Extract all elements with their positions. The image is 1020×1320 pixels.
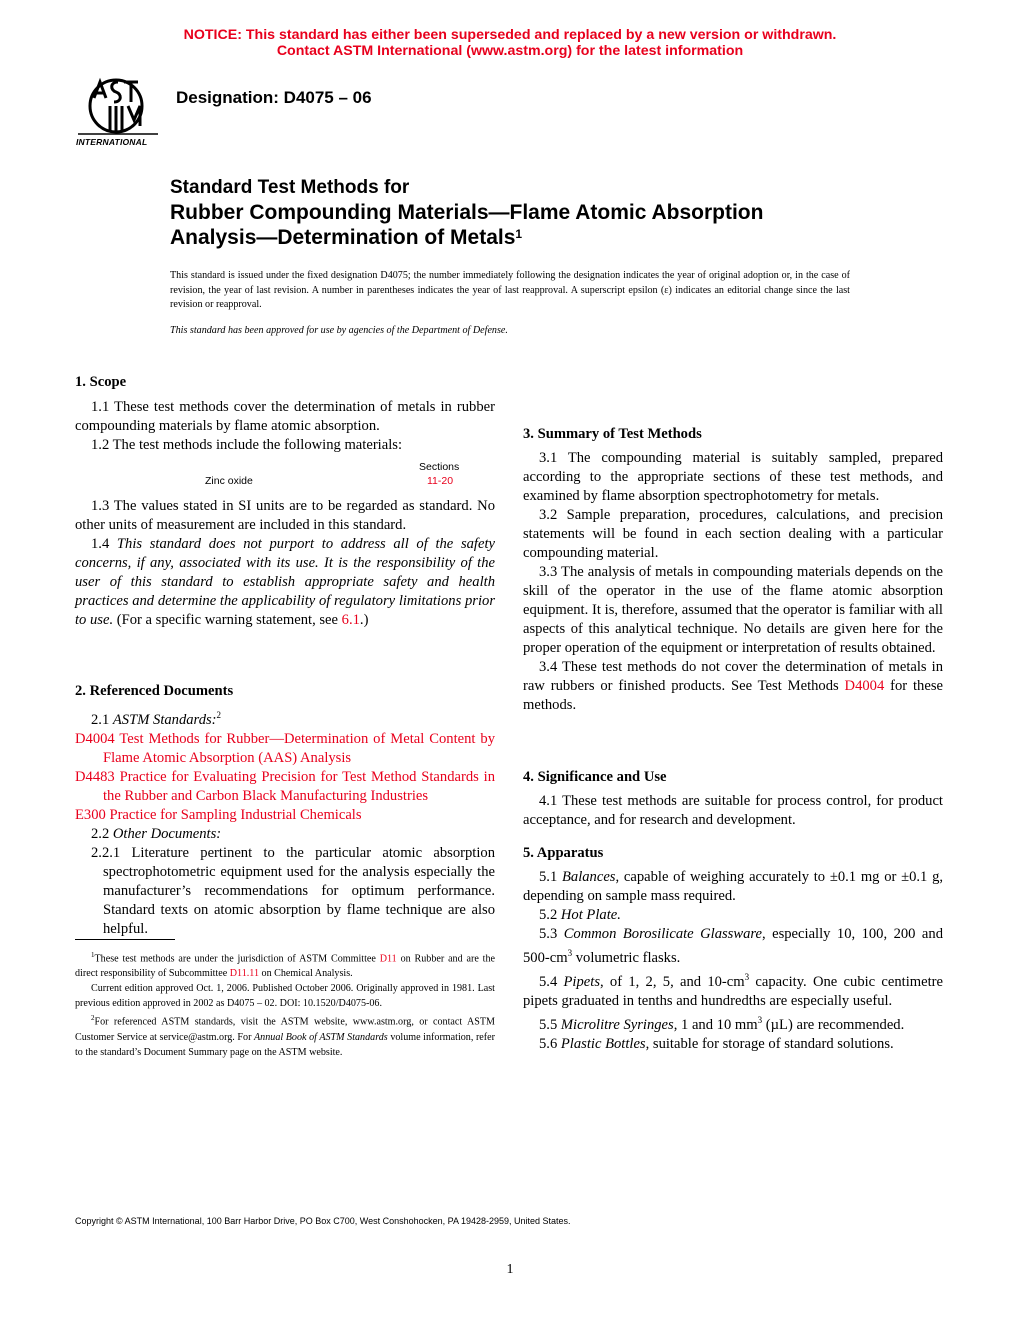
link-d11-11[interactable]: D11.11 [229, 968, 260, 980]
section-5-body [523, 868, 943, 1054]
section-3-heading: 3. Summary of Test Methods [523, 426, 702, 442]
title-line-3 [170, 225, 960, 250]
section-1-body-cont [75, 497, 495, 630]
table-material: Zinc oxide [205, 475, 253, 487]
para-2-2-num: 2.2 [91, 825, 113, 842]
footnotes [75, 948, 495, 1060]
section-1-body [75, 398, 495, 455]
para-5-6-num: 5.6 [539, 1035, 561, 1052]
para-2-2 [75, 825, 495, 844]
ref-code[interactable]: D4483 [75, 768, 115, 785]
para-2-1-text: ASTM Standards: [112, 711, 217, 728]
para-4-1: 4.1 These test methods are suitable for process control, for product acceptance, and for research and development. [523, 793, 943, 828]
para-5-6-italic: Plastic Bottles [560, 1035, 646, 1052]
footnote-2 [75, 1011, 495, 1059]
section-3-body [523, 449, 943, 715]
para-2-1 [75, 706, 495, 730]
designation: Designation: D4075 – 06 [176, 88, 372, 107]
footnote-edition: Current edition approved Oct. 1, 2006. Published October 2006. Originally approved in 1981. Last previous edition approved in 2002 as D4075 – 02. DOI: 10.1520/D4075-06. [75, 983, 495, 1010]
intro-paragraph: This standard is issued under the fixed designation D4075; the number immediately following the designation indicates the year of original adoption or, in the case of revision, the year of last revision. A number in parentheses indicates the year of last reapproval. A superscript epsilon (ε) indicates an editorial change since the last revision or reapproval. [170, 270, 850, 310]
footnote-rule [75, 939, 175, 940]
para-5-6 [523, 1035, 943, 1054]
link-d4004[interactable]: D4004 [844, 678, 885, 694]
para-1-1: 1.1 These test methods cover the determination of metals in rubber compounding materials by flame atomic absorption. [75, 399, 495, 434]
para-5-5 [523, 1011, 943, 1035]
para-5-3-a: , especially 10, 100, 200 and 500-cm [523, 926, 943, 966]
footnote-2-a: For referenced ASTM standards, visit the ASTM website, www.astm.org, or contact ASTM Customer Service at service@astm.org. For [75, 1016, 495, 1043]
para-5-6-text: , suitable for storage of standard solutions. [645, 1035, 894, 1052]
ref-item[interactable] [75, 768, 495, 806]
astm-logo [74, 76, 164, 152]
table-header-sections: Sections [419, 461, 460, 473]
para-5-1-italic: Balances [561, 869, 616, 885]
para-1-2: 1.2 The test methods include the following materials: [91, 437, 403, 453]
link-d11[interactable]: D11 [379, 953, 397, 965]
para-5-5-italic: Microlitre Syringes [560, 1016, 674, 1033]
para-1-4-tail: (For a specific warning statement, see [113, 612, 342, 628]
title-line-3-text: Analysis—Determination of Metals [170, 226, 516, 249]
ref-title[interactable]: Practice for Evaluating Precision for Test Method Standards in the Rubber and Carbon Black Manufacturing Industries [103, 768, 495, 804]
section-5-heading: 5. Apparatus [523, 845, 604, 861]
para-5-3-num: 5.3 [539, 926, 564, 942]
para-5-4-a: , of 1, 2, 5, and 10-cm [600, 973, 745, 990]
para-5-5-sup: 3 [757, 1014, 763, 1025]
para-5-2-num: 5.2 [539, 907, 561, 923]
para-5-4-b: capacity. One cubic centimetre pipets graduated in tenths and hundredths are especially useful. [523, 973, 944, 1009]
ref-item[interactable] [75, 730, 495, 768]
para-2-1-num: 2.1 [91, 711, 113, 728]
approved-note: This standard has been approved for use by agencies of the Department of Defense. [170, 325, 508, 336]
section-4-body [523, 792, 943, 830]
para-5-4-num: 5.4 [539, 973, 564, 990]
title-footnote-ref: 1 [515, 227, 523, 241]
para-3-1: 3.1 The compounding material is suitably sampled, prepared according to the appropriate sections of these test methods, and examined by flame absorption spectrophotometry for metals. [523, 450, 943, 504]
para-3-4-a: 3.4 These test methods do not cover the determination of metals in raw rubbers or finished products. See Test Methods [523, 659, 943, 694]
para-5-5-b: (µL) are recommended. [762, 1016, 905, 1033]
page-number: 1 [506, 1262, 514, 1277]
footnote-2-italic: Annual Book of ASTM Standards [254, 1031, 388, 1043]
footnote-1-b: on Rubber and are the direct responsibility of Subcommittee [75, 953, 496, 980]
para-5-3-b: volumetric flasks. [572, 949, 681, 966]
para-5-2-italic: Hot Plate. [560, 907, 621, 923]
ref-item[interactable] [75, 806, 495, 825]
para-1-4-end: .) [359, 612, 369, 628]
para-5-4 [523, 968, 943, 1011]
para-2-2-1: 2.2.1 Literature pertinent to the particular atomic absorption spectrophotometric equipment used for the analysis especially the manufacturer’s recommendations for optimum performance. Standard texts on atomic absorption by flame technique are also helpful. [91, 844, 495, 937]
footnote-1-sup: 1 [91, 951, 95, 959]
document-title [170, 175, 960, 250]
para-1-4-italic: This standard does not purport to address all of the safety concerns, if any, associated with its use. It is the responsibility of the user of this standard to establish appropriate safety and health practices and determine the applicability of regulatory limitations prior to use. [75, 536, 495, 628]
para-3-4-b: for these methods. [523, 678, 943, 713]
footnote-1 [75, 948, 495, 981]
ref-code[interactable]: D4004 [75, 730, 115, 747]
copyright: Copyright © ASTM International, 100 Barr Harbor Drive, PO Box C700, West Conshohocken, PA 19428-2959, United States. [75, 1216, 571, 1226]
para-1-4-num: 1.4 [91, 536, 117, 552]
para-1-3: 1.3 The values stated in SI units are to be regarded as standard. No other units of measurement are included in this standard. [75, 498, 495, 533]
title-line-1: Standard Test Methods for [170, 177, 410, 198]
para-3-3: 3.3 The analysis of metals in compounding materials depends on the skill of the operator in the use of the flame atomic absorption equipment. It is, therefore, assumed that the operator is familiar with all aspects of this analytical technique. No details are given here for the proper operation of the equipment or interpretation of results obtained. [523, 564, 943, 656]
para-3-4 [523, 658, 943, 715]
para-5-1-text: , capable of weighing accurately to ±0.1 mg or ±0.1 g, depending on sample mass required. [523, 869, 944, 904]
logo-text: INTERNATIONAL [76, 137, 148, 147]
para-5-1-num: 5.1 [539, 869, 562, 885]
para-5-1 [523, 868, 943, 906]
para-5-3-italic: Common Borosilicate Glassware [563, 926, 762, 942]
para-2-2-text: Other Documents: [112, 825, 222, 842]
para-2-1-sup: 2 [216, 710, 222, 720]
link-6-1[interactable]: 6.1 [341, 612, 360, 628]
ref-title[interactable]: Practice for Sampling Industrial Chemicals [105, 806, 362, 823]
footnote-2-b: volume information, refer to the standard’s Document Summary page on the ASTM website. [75, 1031, 495, 1058]
para-5-4-italic: Pipets [563, 973, 600, 990]
para-3-2: 3.2 Sample preparation, procedures, calculations, and precision statements will be found in each section dealing with a particular compounding material. [523, 507, 943, 561]
ref-title[interactable]: Test Methods for Rubber—Determination of Metal Content by Flame Atomic Absorption (AAS) Analysis [103, 730, 495, 766]
para-5-5-num: 5.5 [539, 1016, 561, 1033]
para-5-3 [523, 925, 943, 968]
para-1-4 [75, 535, 495, 630]
section-4-heading: 4. Significance and Use [523, 769, 667, 785]
ref-code[interactable]: E300 [75, 806, 106, 823]
table-sections-link[interactable]: 11-20 [427, 475, 454, 487]
footnote-1-c: on Chemical Analysis. [259, 968, 353, 980]
footnote-2-sup: 2 [91, 1014, 95, 1023]
notice-line-1: NOTICE: This standard has either been superseded and replaced by a new version or withdrawn. [183, 27, 837, 43]
footnote-1-a: These test methods are under the jurisdiction of ASTM Committee [94, 953, 380, 965]
section-1-heading: 1. Scope [75, 374, 127, 390]
section-2-body [75, 706, 495, 939]
para-5-3-sup: 3 [567, 948, 573, 958]
title-line-2: Rubber Compounding Materials—Flame Atomic Absorption [170, 201, 764, 224]
para-5-4-sup: 3 [744, 971, 750, 982]
para-5-5-a: , 1 and 10 mm [673, 1016, 758, 1033]
notice-line-2: Contact ASTM International (www.astm.org) for the latest information [276, 43, 744, 59]
para-5-2 [523, 906, 943, 925]
section-2-heading: 2. Referenced Documents [75, 683, 234, 699]
